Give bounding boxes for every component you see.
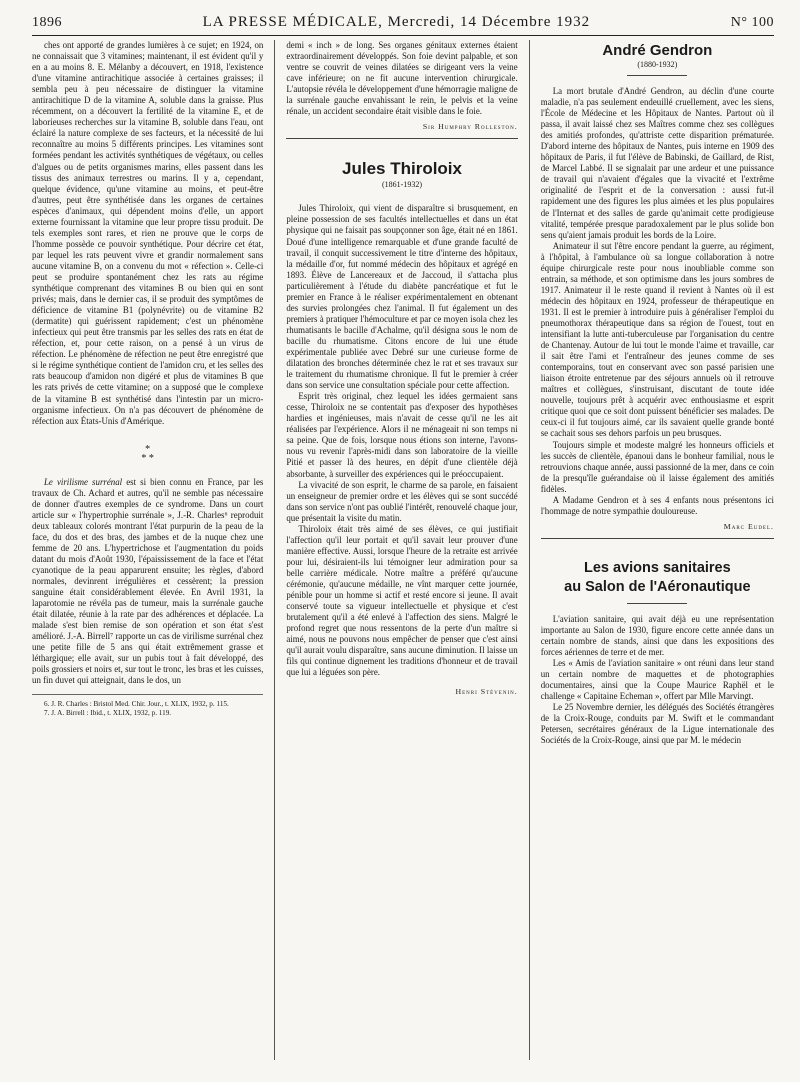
- spacer: [286, 195, 517, 203]
- title-underline: [627, 603, 687, 604]
- page-header: [32, 14, 774, 31]
- article-separator: [541, 538, 774, 539]
- footnote-6: 6. J. R. Charles : Bristol Med. Chir. Jour., t. XLIX, 1932, p. 115.: [44, 699, 229, 708]
- column-1: [32, 40, 274, 1060]
- spacer: [541, 545, 774, 559]
- column-3: [529, 40, 774, 1060]
- signature-eudel: Marc Eudel.: [723, 521, 774, 531]
- section-stars: [32, 445, 263, 463]
- aviation-paragraph: L'aviation sanitaire, qui avait déjà eu une représentation importante au Salon de 1930, figure encore cette année dans un certain nombre de stands, ainsi que dans les expositions des forces aériennes de terre et de mer.: [540, 613, 774, 658]
- thiroloix-paragraph: La vivacité de son esprit, le charme de sa parole, en faisaient un enseigneur de premier ordre et les élèves qui se sont succédé dans son service n'ont pas oublié l'intérêt, renouvelé chaque jour, que présentait la visite du matin.: [286, 479, 518, 523]
- continuation-paragraph: demi « inch » de long. Ses organes génitaux externes étaient extraordinairement développés. Son foie devint palpable, et son ventre se couvrit de veines dilatées se dirigeant vers la veine cave inférieure; on ne fit aucune intervention chirurgicale. L'autopsie révéla le développement d'une hémorragie maligne de la surrénale gauche envahissant le rein, le pelvis et la veine rénale, un accident secondaire était visible dans le foie.: [286, 40, 518, 117]
- virilisme-intro: Le virilisme surrénal: [44, 476, 123, 487]
- obituary-title-gendron: André Gendron: [602, 42, 713, 59]
- aviation-title-line2: au Salon de l'Aéronautique: [564, 578, 751, 595]
- column-2: [274, 40, 528, 1060]
- aviation-title-line1: Les avions sanitaires: [584, 559, 731, 576]
- obituary-title-thiroloix: Jules Thiroloix: [342, 159, 462, 179]
- thiroloix-paragraph: Thiroloix était très aimé de ses élèves, ce qui justifiait l'affection qu'il leur portait et qu'il savait leur prouver d'une manière effective. Aussi, lorsque l'heure de la retraite est arrivée pour lui, désiraient-ils lui témoigner leur admiration pour sa belle carrière médicale. Notre maître a préféré qu'aucune cérémonie, qu'aucune médaille, ne vînt marquer cette journée, pénible pour un homme si actif et resté encore si jeune. Il avait conservé toute sa vigueur intellectuelle et physique et c'est brutalement qu'il a été enlevé à l'affection des siens. Malgré le profond regret que nous ressentons de la perte d'un maître si aimé, nous ne pouvons nous empêcher de penser que c'est ainsi qu'il aurait voulu disparaître, sans aucune diminution. Il laisse un fils qui continue dignement les traditions d'honneur et de travail que lui a léguées son père.: [286, 523, 518, 678]
- footnotes: [32, 694, 263, 718]
- signature-stevenin: Henri Stévenin.: [455, 687, 518, 697]
- aviation-paragraph: Les « Amis de l'aviation sanitaire » ont réuni dans leur stand un certain nombre de maquettes et de photographies documentaires, ainsi que la Coupe Maurice Raphël et le challenge « Capitaine Echeman », offert par Mlle Marvingt.: [540, 658, 774, 702]
- footnote-7: 7. J. A. Birrell : Ibid., t. XLIX, 1932, p. 119.: [44, 708, 172, 717]
- gendron-paragraph: Toujours simple et modeste malgré les honneurs officiels et les succès de clientèle, épanoui dans le bonheur familial, nous le retrouvions chaque année, aussi passionné de la mer, dans ce coin de la presqu'île guérandaise où il laisse également des amitiés fidèles.: [540, 439, 774, 494]
- virilisme-paragraph: [32, 477, 263, 687]
- thiroloix-paragraph: Jules Thiroloix, qui vient de disparaître si brusquement, en pleine possession de ses facultés intellectuelles et dans un état physique qui ne faisait pas soupçonner son âge, était né en 1861. Doué d'une intelligence remarquable et d'une grande faculté de travail, il conquit successivement le titre d'interne des hôpitaux, la médaille d'or, fut nommé médecin des hôpitaux et agrégé en 1893. Élève de Lancereaux et de Jaccoud, il s'attacha plus particulièrement à l'étude du diabète pancréatique et fut le premier en France à le réaliser expérimentalement en obtenant des survies prolongées chez l'animal. Il fut également un des premiers à pratiquer l'hémoculture et par ce moyen isola chez les rhumatisants le bacille d'Achalme, qu'il désigna sous le nom de bacille du rhumatisme. Citons encore de lui une étude expérimentale publiée avec Debré sur une curieuse forme de dilatation des bronches déterminée chez le rat et ses travaux sur le traitement du rhumatisme chronique. Il fut le premier à créer dans son service une consultation spéciale pour cette affection.: [286, 203, 518, 391]
- gendron-paragraph: A Madame Gendron et à ses 4 enfants nous présentons ici l'hommage de notre sympathie douloureuse.: [540, 494, 774, 516]
- gendron-paragraph: Animateur il sut l'être encore pendant la guerre, au régiment, à l'hôpital, à l'ambulance où sa longue collaboration à notre équipe chirurgicale reste pour nous inoubliable comme son entrain, sa méthode, et son optimisme dans les jours sombres de 1917. Animateur il le reste quand il revient à Nantes où il est médecin des hôpitaux en 1924, professeur de thérapeutique en 1931. Il est le premier à introduire puis à généraliser l'emploi du pneumothorax thérapeutique dans sa région de l'ouest, tout en intensifiant la lutte anti-tuberculeuse par l'organisation du centre de Chantenay. Autour de lui tout le monde l'aime et travaille, car il sait être l'ami et l'entraîneur des jeunes comme de ses contemporains, tout en conservant avec son passé parisien une liaison étroite entretenue par des séjours annuels où il retrouve maîtres et collègues, s'instruisant, discutant de toute idée nouvelle, toujours prêt à acquérir avec enthousiasme et esprit critique quoi que ce soit dont puissent bénéficier ses malades. De ceux-ci il fut toujours aimé, car ils savaient quelle grande bonté se cachait sous ses dehors parfois un peu brusques.: [540, 240, 774, 439]
- page-number: 1896: [32, 15, 62, 30]
- spacer: [286, 145, 517, 159]
- signature-rolleston: Sir Humphry Rolleston.: [422, 122, 518, 132]
- vitamin-paragraph: ches ont apporté de grandes lumières à ce sujet; en 1924, on ne connaissait que 3 vitamines; maintenant, il est évident qu'il y en a au moins 8. E. Mélanby a découvert, en 1918, l'existence d'une vitamine antirachitique associée à certaines graisses; il sembla peu à peu nécessaire de distinguer la vitamine antirachitique D de la vitamine A, soluble dans la graisse. Plus récemment, on a découvert la fertilité de la vitamine E, et de laborieuses recherches sur la vitamine B, soluble dans l'eau, ont éclairé la nature complexe de ses facteurs, et la nécessité de lui reconnaître au moins 5 différents principes. Les vitamines sont formées pendant les activités synthétiques de végétaux, ou celles d'algues ou de petits organismes marins, elles passent dans les tissus des animaux terrestres ou marins. Il y a, cependant, quelque évidence, qu'une vitamine au moins, et peut-être d'autres, peut être synthétisée dans les organes de certaines espèces d'animaux, qui dépendent moins d'elle, un apport externe fournissant la vitamine que leur propre tissu produit. De tels exemples sont rares, et rien ne prouve que le corps de l'homme possède ce pouvoir synthétique. Pour décrire cet état, par lequel les rats peuvent vivre et grandir normalement sans aucune vitamine B, on a convenu du mot « réfection ». Celle-ci peut se produire spontanément chez les rats au régime synthétique comprenant des vitamines B ou bien qui en sont privés; mais, dans le dernier cas, il se produit des symptômes de déficience de vitamine B1 (polynévrite) ou de vitamine B2 (dermatite) qui guérissent rapidement; c'est un phénomène infectieux qui peut être transmis par les selles des rats en état de réfection, et, pour cette raison, on a pensé à un virus de réfection. Le phénomène de réfection ne peut être enregistré que si le régime synthétique contient de l'amidon cru, et les selles des rats beaucoup d'amidon non digéré et plus de vitamines B que les rats privés de cette vitamine; on a supposé que le complexe de la vitamine B est synthétisé dans l'intestin par un micro-organisme infectieux. On n'a pas découvert de phénomène de réfection aux États-Unis d'Amérique.: [32, 40, 264, 426]
- obituary-dates-thiroloix: (1861-1932): [382, 180, 423, 190]
- issue-number: N° 100: [730, 15, 774, 30]
- article-separator: [286, 138, 517, 139]
- virilisme-text: est si bien connu en France, par les travaux de Ch. Achard et autres, qu'il ne semble pas nécessaire de donner d'autres exemples de ce syndrome. Dans un court article sur « l'hypertrophie surrénale », J.-R. Charles⁶ reproduit deux tableaux colorés montrant l'état purpurin de la peau de la face, du dos et des bras, des jambes et de la nuque chez une femme de 20 ans. L'hypertrichose et l'augmentation du poids datant du mois d'Août 1930, l'épaississement de la face et l'état cyanotique de la peau apparurent ensuite; les règles, d'abord normales, devinrent irrégulières et cessèrent; la pression sanguine était considérablement élevée. En Avril 1931, la laparotomie ne révéla pas de tumeur, mais la surrénale gauche était dilatée, réunie à la rate par des adhérences et déplacée. La malade s'est bien remise de son opération et son état s'est amélioré. J.-A. Birrell⁷ rapporte un cas de virilisme surrénal chez une petite fille de 5 ans qui était extrêmement grasse et léthargique; elle avait, sur un pubis tout à fait développé, des poils grossiers et noirs et, sur tout le tronc, les bras et les cuisses, un fin duvet qui atteignait, dans le dos, un: [32, 476, 264, 686]
- gendron-paragraph: La mort brutale d'André Gendron, au déclin d'une courte maladie, n'a pas seulement endeuillé cruellement, avec les siens, l'École de Médecine et les Hôpitaux de Nantes. Partout où il passa, il avait laissé chez ses Maîtres comme chez ses collègues des amitiés profondes, qu'attriste cette disparition prématurée. D'abord interne des hôpitaux de Nantes, puis interne en 1909 des hôpitaux de Paris, il fut l'élève de Babinski, de Gaillard, de Rist, de Marcel Labbé. Il se signalait par une ardeur et une puissance de travail qui n'avaient d'égales que la vivacité et l'extrême originalité de l'esprit et de la conversation : aussi fut-il rapidement une des figures les plus aimées et les plus populaires de l'Internat et des salles de garde qu'animait cette prodigieuse vitalité, tempérée presque paradoxalement par le plus solide bon sens qu'aient jamais produit les bords de la Loire.: [540, 86, 774, 240]
- thiroloix-paragraph: Esprit très original, chez lequel les idées germaient sans cesse, Thiroloix ne se contentait pas d'exposer des hypothèses hardies et ingénieuses, mais n'avait de cesse qu'il ne les ait réalisées par l'expérience. Alors il ne ménageait ni son temps ni sa peine. Que de fois, lorsque nous étions son interne, l'avons-nous vu revenir l'après-midi dans son laboratoire de la vieille Pitié et passer là des heures, en dépit d'une clientèle déjà absorbante, à surveiller des expériences qui le préoccupaient.: [286, 391, 518, 479]
- title-underline: [627, 75, 687, 76]
- aviation-paragraph: Le 25 Novembre dernier, les délégués des Sociétés étrangères de la Croix-Rouge, conduits par M. Swift et le commandant Petersen, secrétaires généraux de la Ligue internationale des Sociétés de la Croix-Rouge, ainsi que par M. le médecin: [540, 702, 774, 746]
- star-bottom: * *: [141, 452, 154, 464]
- journal-title: LA PRESSE MÉDICALE, Mercredi, 14 Décembre 1932: [202, 14, 591, 30]
- obituary-dates-gendron: (1880-1932): [637, 60, 678, 69]
- header-rule: [32, 35, 774, 36]
- star-top: *: [145, 443, 151, 455]
- columns: [32, 40, 774, 1060]
